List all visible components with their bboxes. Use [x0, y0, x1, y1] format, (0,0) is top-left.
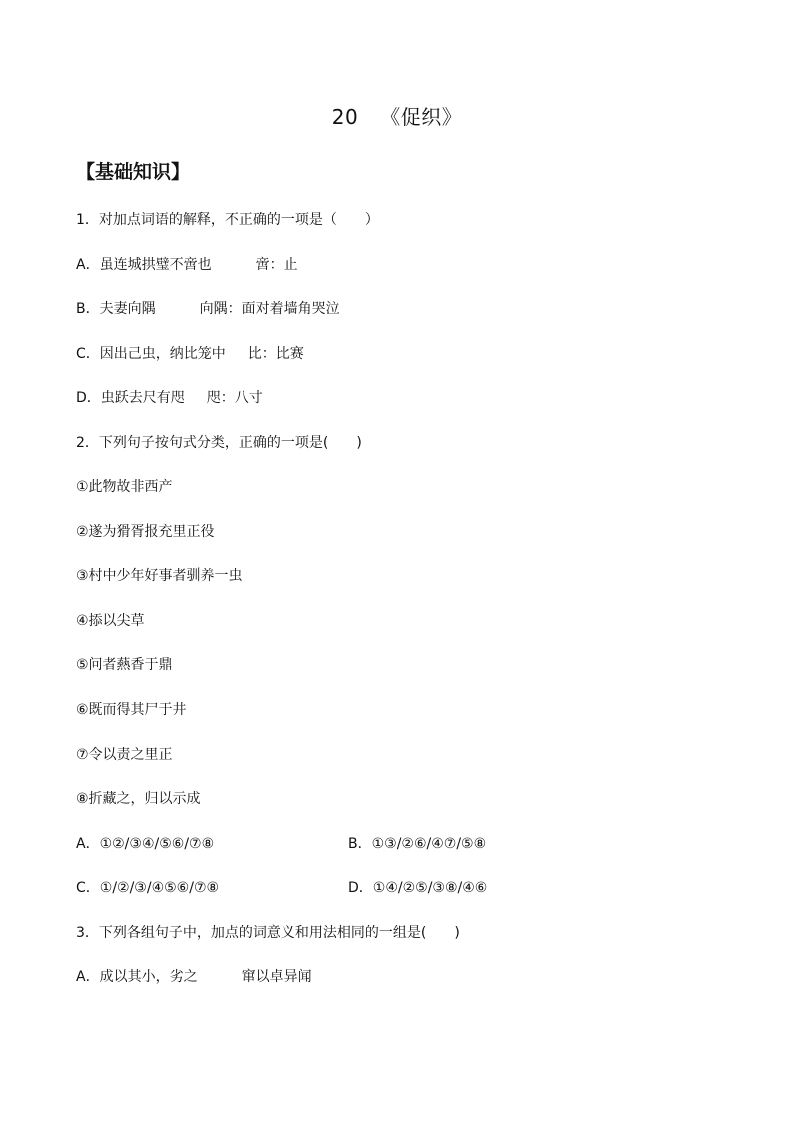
question-2-stem: 2．下列句子按句式分类，正确的一项是( ) — [76, 435, 362, 451]
sentence-5: ⑤问者爇香于鼎 — [76, 657, 173, 673]
question-1-option-c — [76, 344, 304, 364]
option-gloss: 咫：八寸 — [206, 390, 263, 406]
question-2-option-d: D．①④/②⑤/③⑧/④⑥ — [348, 880, 488, 896]
question-2-option-b: B．①③/②⑥/④⑦/⑤⑧ — [348, 836, 487, 852]
option-text: D．虫跃去尺有咫 — [76, 390, 185, 406]
lesson-number: 20 — [331, 105, 359, 129]
page-title — [0, 104, 794, 130]
question-1-option-b — [76, 299, 340, 319]
question-1-option-d — [76, 388, 263, 408]
option-gloss: 啻：止 — [255, 257, 298, 273]
question-1-option-a — [76, 255, 298, 275]
sentence-6: ⑥既而得其尸于井 — [76, 702, 187, 718]
sentence-8: ⑧折藏之，归以示成 — [76, 791, 201, 807]
option-text: A．成以其小，劣之 — [76, 969, 198, 985]
question-2-option-a: A．①②/③④/⑤⑥/⑦⑧ — [76, 836, 215, 852]
sentence-7: ⑦令以责之里正 — [76, 747, 173, 763]
sentence-3: ③村中少年好事者驯养一虫 — [76, 568, 243, 584]
question-3-stem: 3．下列各组句子中，加点的词意义和用法相同的一组是( ) — [76, 925, 460, 941]
lesson-title: 《促织》 — [380, 105, 463, 129]
option-gloss: 向隅：面对着墙角哭泣 — [199, 301, 340, 317]
section-heading: 【基础知识】 — [76, 161, 191, 183]
option-gloss: 窜以卓异闻 — [241, 969, 312, 985]
option-text: B．夫妻向隅 — [76, 301, 156, 317]
option-text: A．虽连城拱璧不啻也 — [76, 257, 212, 273]
option-text: C．因出己虫，纳比笼中 — [76, 346, 226, 362]
sentence-2: ②遂为猾胥报充里正役 — [76, 524, 215, 540]
sentence-1: ①此物故非西产 — [76, 479, 173, 495]
question-1-stem: 1．对加点词语的解释，不正确的一项是（ ） — [76, 212, 379, 228]
option-gloss: 比：比赛 — [247, 346, 304, 362]
question-3-option-a — [76, 967, 312, 987]
question-2-option-c: C．①/②/③/④⑤⑥/⑦⑧ — [76, 880, 220, 896]
sentence-4: ④掭以尖草 — [76, 613, 145, 629]
